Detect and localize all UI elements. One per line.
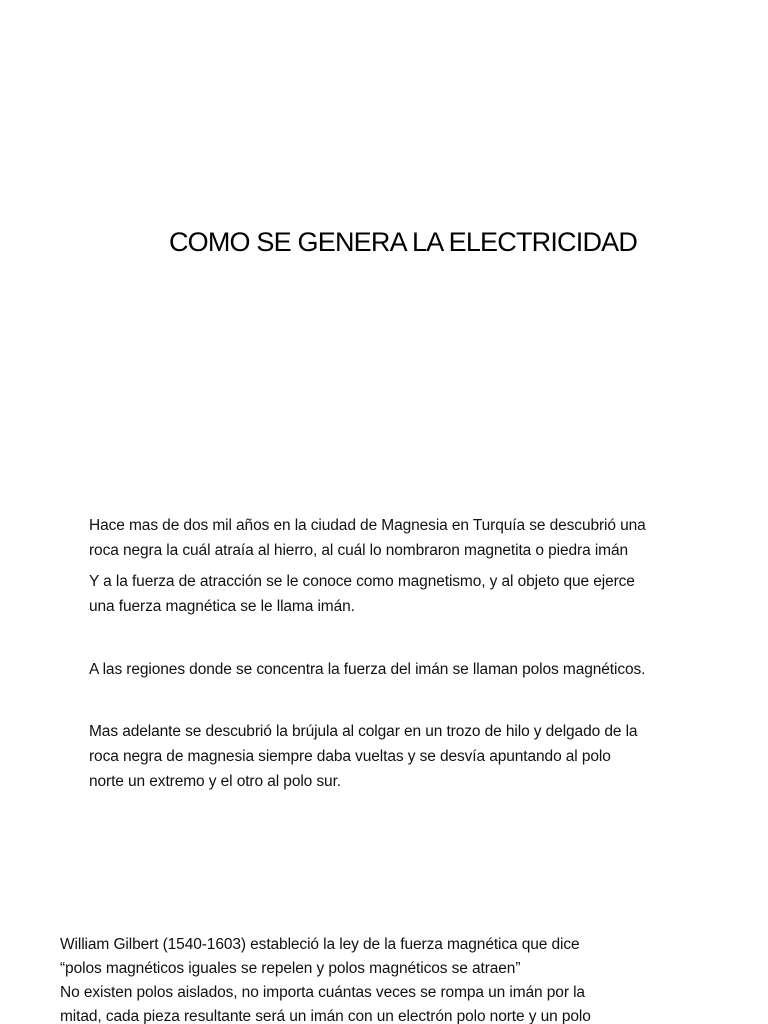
- paragraph-gilbert-law: [60, 933, 720, 1024]
- paragraph-line: norte un extremo y el otro al polo sur.: [89, 773, 341, 790]
- paragraph-line: “polos magnéticos iguales se repelen y polos magnéticos se atraen”: [60, 960, 521, 977]
- paragraph-magnetic-poles: [89, 657, 729, 682]
- paragraph-line: A las regiones donde se concentra la fuerza del imán se llaman polos magnéticos.: [89, 661, 646, 678]
- paragraph-line: una fuerza magnética se le llama imán.: [89, 598, 355, 615]
- paragraph-line: Y a la fuerza de atracción se le conoce como magnetismo, y al objeto que ejerce: [89, 573, 635, 590]
- paragraph-line: roca negra de magnesia siempre daba vueltas y se desvía apuntando al polo: [89, 748, 611, 765]
- paragraph-line: Mas adelante se descubrió la brújula al colgar en un trozo de hilo y delgado de la: [89, 723, 638, 740]
- paragraph-magnesia-discovery: [89, 513, 729, 563]
- paragraph-compass: [89, 719, 729, 794]
- page-title: COMO SE GENERA LA ELECTRICIDAD: [168, 227, 638, 257]
- paragraph-line: Hace mas de dos mil años en la ciudad de Magnesia en Turquía se descubrió una: [89, 517, 646, 534]
- paragraph-line: roca negra la cuál atraía al hierro, al cuál lo nombraron magnetita o piedra imán: [89, 542, 629, 559]
- paragraph-line: No existen polos aislados, no importa cuántas veces se rompa un imán por la: [60, 984, 585, 1001]
- paragraph-line: mitad, cada pieza resultante será un imán con un electrón polo norte y un polo: [60, 1008, 591, 1024]
- paragraph-line: William Gilbert (1540-1603) estableció la ley de la fuerza magnética que dice: [60, 936, 580, 953]
- paragraph-magnetism-definition: [89, 569, 729, 619]
